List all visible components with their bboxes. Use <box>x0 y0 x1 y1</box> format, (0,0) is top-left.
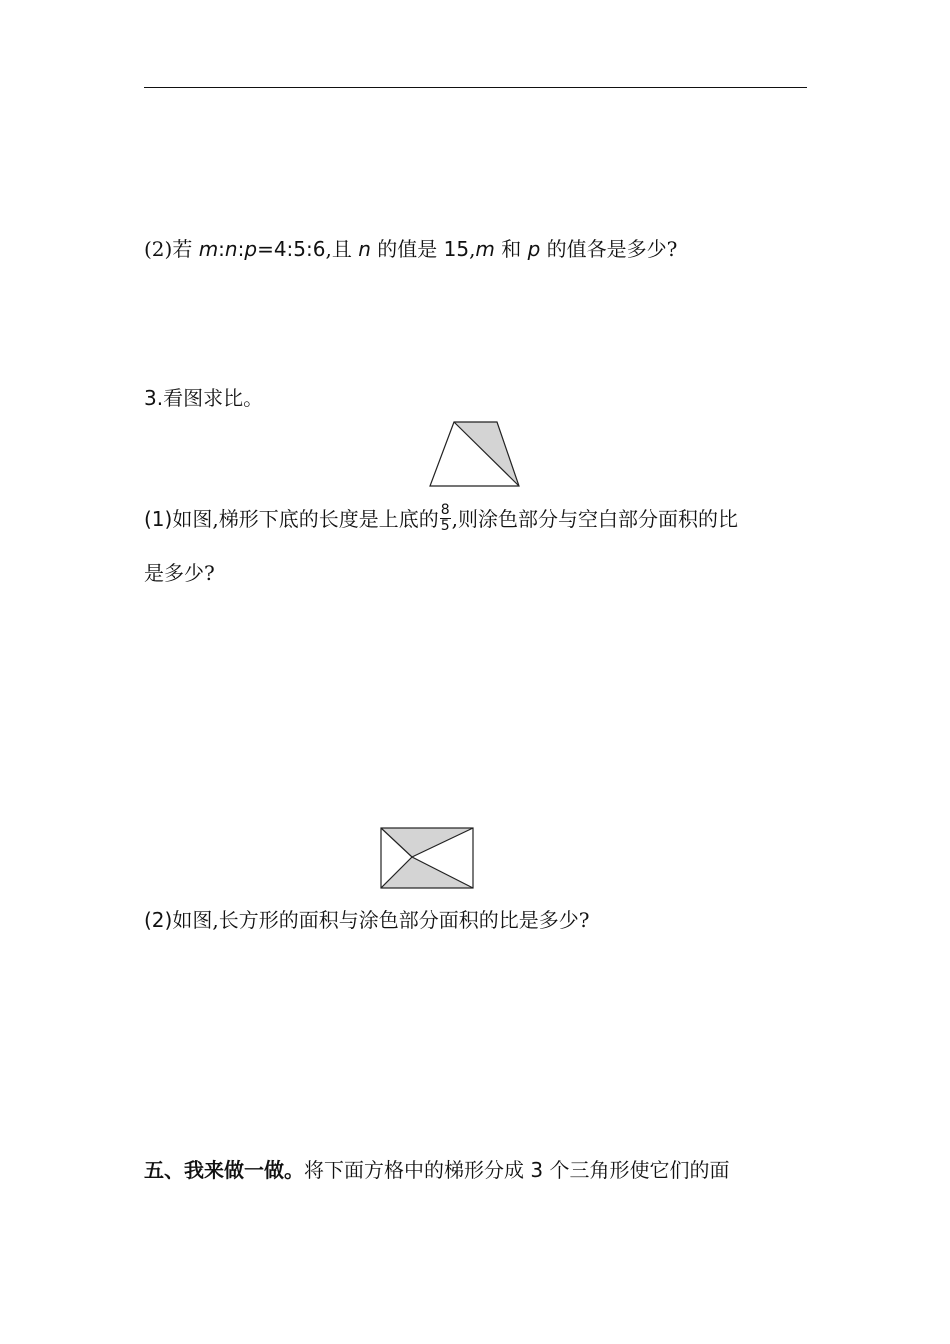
colon: : <box>237 237 245 261</box>
section-heading: 五、我来做一做。 <box>144 1158 304 1182</box>
header-rule <box>144 87 807 88</box>
q2-2-text: 的值各是多少? <box>540 237 678 261</box>
fraction-numerator: 8 <box>440 502 450 518</box>
section-5-number: 3 <box>530 1158 544 1182</box>
question-3-1-line1 <box>144 502 738 536</box>
var-m: m <box>475 237 495 261</box>
rectangle-shaded-top <box>381 828 473 857</box>
question-2-2 <box>144 236 677 262</box>
q3-2-text: 如图,长方形的面积与涂色部分面积的比是多少? <box>172 908 590 932</box>
section-5-text: 将下面方格中的梯形分成 <box>304 1158 531 1182</box>
trapezoid-figure <box>428 420 522 490</box>
question-3-1-line2 <box>144 560 215 586</box>
question-3-heading <box>144 385 263 411</box>
sub-question-label: (1) <box>144 507 173 531</box>
question-3-2 <box>144 907 589 933</box>
rectangle-shaded-bottom <box>381 857 473 888</box>
fraction <box>440 503 451 534</box>
colon: : <box>218 237 225 261</box>
question-number: 3. <box>144 386 164 410</box>
var-p: p <box>527 237 541 261</box>
section-5 <box>144 1157 729 1183</box>
var-n: n <box>224 237 238 261</box>
var-m: m <box>198 237 219 261</box>
q2-2-text: , <box>469 237 476 261</box>
n-value: 15 <box>443 237 470 261</box>
var-p: p <box>244 237 258 261</box>
q2-2-text: 的值是 <box>370 237 444 261</box>
var-n: n <box>358 237 371 261</box>
q2-2-text: ,且 <box>325 237 359 261</box>
q3-1-text: 如图,梯形下底的长度是上底的 <box>172 507 439 531</box>
q3-1-text: ,则涂色部分与空白部分面积的比 <box>451 507 738 531</box>
section-5-text: 个三角形使它们的面 <box>543 1158 730 1182</box>
rectangle-figure <box>380 827 475 890</box>
sub-question-label: (2) <box>144 908 173 932</box>
q3-1-text: 是多少? <box>144 561 215 585</box>
question-title: 看图求比。 <box>163 386 264 410</box>
q2-2-text: 和 <box>494 237 528 261</box>
fraction-denominator: 5 <box>440 518 450 534</box>
ratio-value: =4:5:6 <box>257 237 326 261</box>
q2-2-prefix: (2)若 <box>144 237 199 261</box>
